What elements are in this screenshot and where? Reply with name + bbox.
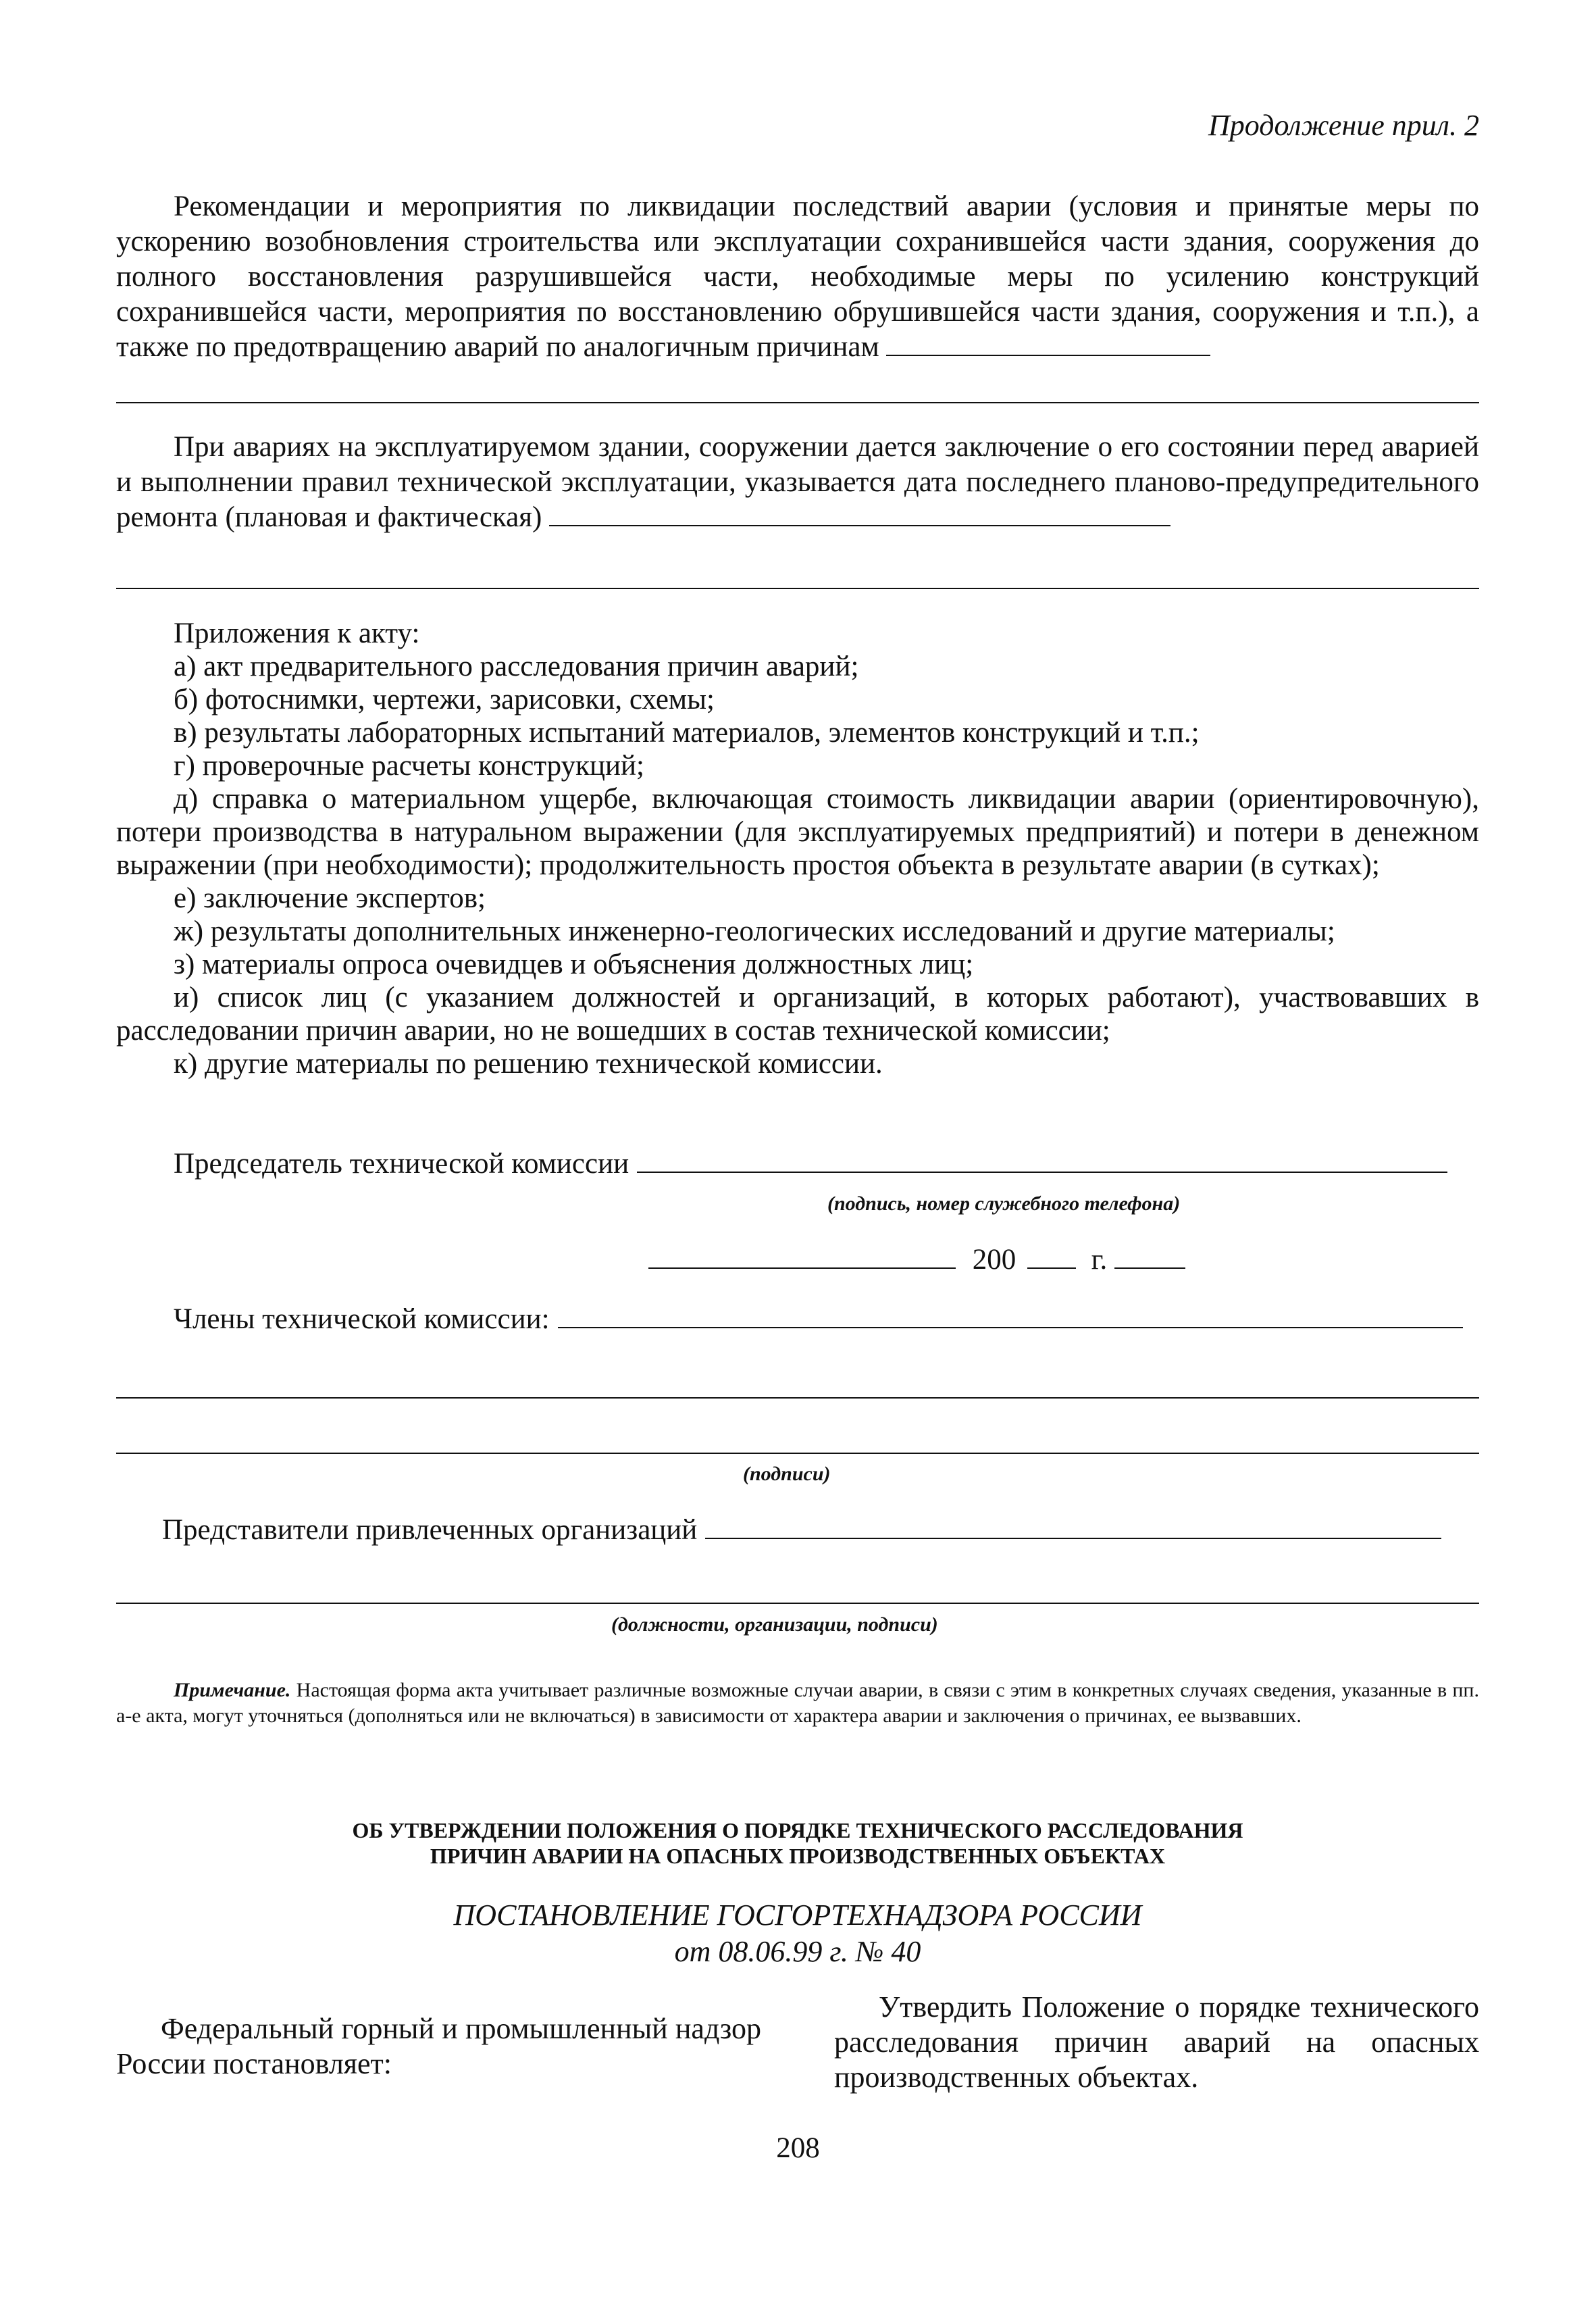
operation-paragraph bbox=[116, 430, 1479, 535]
document-heading-line-1: ОБ УТВЕРЖДЕНИИ ПОЛОЖЕНИЯ О ПОРЯДКЕ ТЕХНИЧЕСКОГО РАССЛЕДОВАНИЯ bbox=[352, 1818, 1243, 1842]
reps-caption: (должности, организации, подписи) bbox=[611, 1613, 938, 1636]
date-row bbox=[648, 1243, 1185, 1276]
members-signature-row bbox=[174, 1303, 1463, 1336]
attachment-item-e: е) заключение экспертов; bbox=[174, 882, 486, 914]
document-heading-line-2: ПРИЧИН АВАРИИ НА ОПАСНЫХ ПРОИЗВОДСТВЕННЫХ ОБЪЕКТАХ bbox=[430, 1844, 1166, 1868]
continuation-header: Продолжение прил. 2 bbox=[1208, 109, 1479, 142]
recommendations-paragraph bbox=[116, 189, 1479, 365]
page-number: 208 bbox=[776, 2132, 820, 2164]
attachment-item-z: з) материалы опроса очевидцев и объяснения должностных лиц; bbox=[174, 949, 974, 980]
left-column-text: Федеральный горный и промышленный надзор России постановляет: bbox=[116, 2012, 761, 2080]
attachments-title: Приложения к акту: bbox=[174, 618, 420, 649]
note-paragraph bbox=[116, 1678, 1479, 1729]
note-label: Примечание. bbox=[174, 1679, 291, 1701]
recommendations-text: Рекомендации и мероприятия по ликвидации последствий аварии (условия и принятые меры по ускорению возобновления строительства или эксплуатации сохранившейся части здания, сооружения до полного восстановления разрушившейся части, необходимые меры по усилению конструкций сохранившейся части, мероприятия по восстановлению обрушившейся части здания, сооружения и т.п.), а также по предотвращению аварий по аналогичным причинам bbox=[116, 191, 1479, 363]
decree-title bbox=[116, 1897, 1479, 1970]
attachment-item-v: в) результаты лабораторных испытаний материалов, элементов конструкций и т.п.; bbox=[174, 717, 1200, 749]
attachment-item-d: д) справка о материальном ущербе, включающая стоимость ликвидации аварии (ориентировочную), потери производства в натуральном выражении (для эксплуатируемых предприятий) и потери в денежном выражении (при необходимости); продолжительность простоя объекта в результате аварии (в сутках); bbox=[116, 783, 1479, 881]
members-rule-2[interactable] bbox=[116, 1453, 1479, 1454]
date-day-month-field[interactable] bbox=[648, 1243, 956, 1269]
members-signature-field[interactable] bbox=[558, 1303, 1463, 1328]
members-rule-1[interactable] bbox=[116, 1397, 1479, 1399]
reps-signature-row bbox=[162, 1513, 1441, 1546]
operation-blank[interactable] bbox=[549, 502, 1170, 526]
recommendations-rule[interactable] bbox=[116, 402, 1479, 403]
decree-line-2: от 08.06.99 г. № 40 bbox=[674, 1935, 921, 1968]
note-text: Настоящая форма акта учитывает различные возможные случаи аварии, в связи с этим в конкретных случаях сведения, указанные в пп. а-е акта, могут уточняться (дополняться или не включаться) в зависимости от характера аварии и заключения о причинах, ее вызвавших. bbox=[116, 1679, 1479, 1727]
recommendations-blank[interactable] bbox=[886, 332, 1210, 356]
date-year-field[interactable] bbox=[1027, 1243, 1076, 1269]
attachment-item-g: г) проверочные расчеты конструкций; bbox=[174, 750, 644, 782]
attachment-item-a: а) акт предварительного расследования причин аварий; bbox=[174, 651, 859, 682]
decree-line-1: ПОСТАНОВЛЕНИЕ ГОСГОРТЕХНАДЗОРА РОССИИ bbox=[453, 1898, 1142, 1932]
attachment-item-i: и) список лиц (с указанием должностей и организаций, в которых работают), участвовавших в расследовании причин аварии, но не вошедших в состав технической комиссии; bbox=[116, 982, 1479, 1047]
chairman-label: Председатель технической комиссии bbox=[174, 1148, 629, 1180]
attachment-item-zh: ж) результаты дополнительных инженерно-геологических исследований и другие материалы; bbox=[174, 915, 1335, 947]
date-extra-field[interactable] bbox=[1114, 1243, 1185, 1269]
reps-signature-field[interactable] bbox=[705, 1513, 1441, 1539]
members-label: Члены технической комиссии: bbox=[174, 1303, 550, 1335]
operation-text: При авариях на эксплуатируемом здании, сооружении дается заключение о его состоянии перед аварией и выполнении правил технической эксплуатации, указывается дата последнего планово-предупредительного ремонта (плановая и фактическая) bbox=[116, 431, 1479, 533]
reps-rule[interactable] bbox=[116, 1603, 1479, 1604]
attachment-item-b: б) фотоснимки, чертежи, зарисовки, схемы; bbox=[174, 684, 715, 715]
chairman-caption: (подпись, номер служебного телефона) bbox=[827, 1192, 1181, 1215]
chairman-signature-row bbox=[174, 1147, 1447, 1180]
members-caption: (подписи) bbox=[743, 1463, 831, 1485]
date-suffix: г. bbox=[1091, 1244, 1108, 1276]
document-heading bbox=[116, 1817, 1479, 1869]
reps-label: Представители привлеченных организаций bbox=[162, 1514, 698, 1546]
right-column-text: Утвердить Положение о порядке технического расследования причин аварий на опасных производственных объектах. bbox=[834, 1990, 1479, 2094]
attachment-item-k: к) другие материалы по решению технической комиссии. bbox=[174, 1048, 883, 1080]
chairman-signature-field[interactable] bbox=[637, 1147, 1447, 1173]
attachments-list bbox=[116, 650, 1479, 1080]
date-year-prefix: 200 bbox=[972, 1244, 1016, 1276]
operation-rule[interactable] bbox=[116, 588, 1479, 589]
